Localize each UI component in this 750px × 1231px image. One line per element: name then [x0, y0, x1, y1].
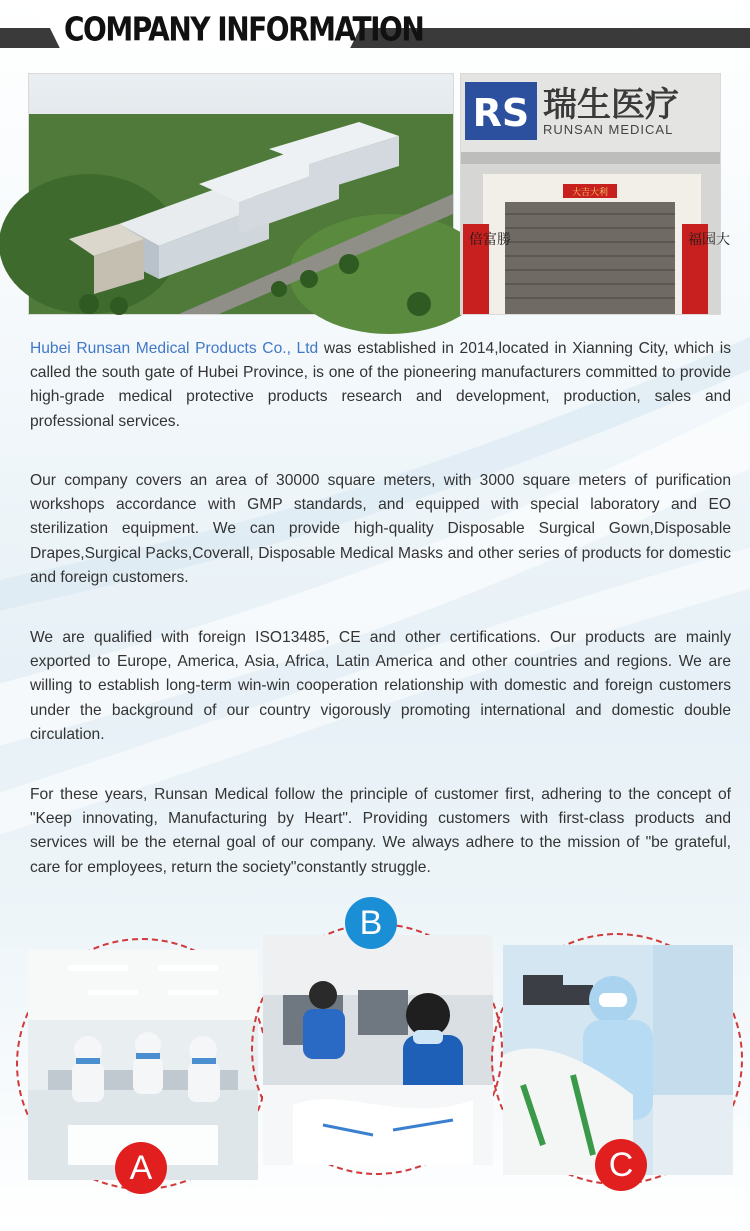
badge-c: C — [595, 1139, 647, 1191]
couplet-left: 倍富勝 — [469, 232, 511, 248]
principles-paragraph: For these years, Runsan Medical follow the principle of customer first, adhering to the concept of "Keep innovating, Manufacturing by Heart". Providing customers with first-class products and services will be the eternal goal of our company. We always adhere to the mission of "be grateful, care for employees, return the society"constantly struggle. — [30, 786, 731, 876]
factory-aerial-photo — [28, 73, 454, 315]
company-name-link[interactable]: Hubei Runsan Medical Products Co., Ltd — [30, 340, 319, 357]
workshop-photo-c — [503, 945, 733, 1184]
company-entrance-photo — [460, 73, 730, 315]
workshop-photo-b-image — [263, 935, 493, 1165]
entrance-sign-cn: 瑞生医疗 — [543, 85, 679, 125]
certifications-paragraph: We are qualified with foreign ISO13485, CE and other certifications. Our products are mainly exported to Europe, America, Asia, Africa, Latin America and other countries and regions. We are willing to establish long-term win-win cooperation relationship with domestic and foreign customers under the background of our country vigorously promoting international and domestic double circulation. — [30, 629, 731, 743]
section-title: COMPANY INFORMATION — [64, 10, 424, 49]
factory-illustration — [29, 74, 453, 314]
couplet-right: 福园大 — [688, 232, 730, 248]
badge-a: A — [115, 1142, 167, 1194]
badge-b: B — [345, 897, 397, 949]
intro-paragraph — [30, 337, 731, 434]
workshop-photo-b — [263, 904, 493, 1165]
door-plaque: 大吉大利 — [571, 188, 609, 198]
section-header — [0, 0, 750, 60]
facilities-paragraph: Our company covers an area of 30000 square meters, with 3000 square meters of purification workshops accordance with GMP standards, and equipped with special laboratory and EO sterilization equipment. We can provide high-quality Disposable Surgical Gown,Disposable Drapes,Surgical Packs,Coverall, Disposable Medical Masks and other series of products for domestic and foreign customers. — [30, 472, 731, 586]
workshop-photo-a — [28, 950, 258, 1187]
entrance-sign-en: RUNSAN MEDICAL — [543, 122, 674, 137]
intro-paragraph-text: was established in 2014,located in Xianning City, which is called the south gate of Hubei Province, is one of the pioneering manufacturers committed to provide high-grade medical protective products research and development, production, sales and professional services. — [30, 340, 731, 430]
entrance-illustration — [461, 74, 730, 314]
entrance-logo-letters: RS — [472, 91, 530, 135]
